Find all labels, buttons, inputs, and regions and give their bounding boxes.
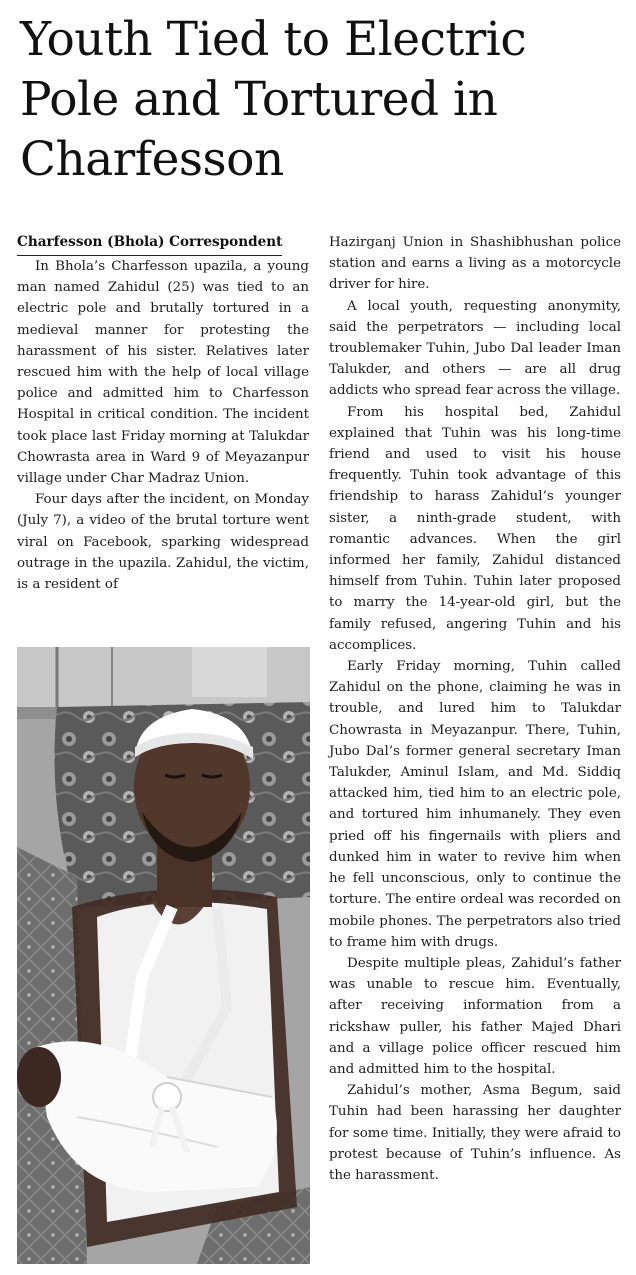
headline: Youth Tied to Electric Pole and Tortured in Charfesson xyxy=(20,12,527,187)
paragraph-5: Early Friday morning, Tuhin called Zahidul on the phone, claiming he was in trouble, and lured him to Talukdar Chowrasta in Meyazanpur. There, Tuhin, Jubo Dal’s former general secretary Iman Talukder, Aminul Islam, and Md. Siddiq attacked him, tied him to an electric pole, and tortured him inhumanely. They even pried off his fingernails with pliers and dunked him in water to revive him when he fell unconscious, only to continue the torture. The entire ordeal was recorded on mobile phones. The perpetrators also tried to frame him with drugs. xyxy=(329,659,621,950)
victim-photo xyxy=(17,647,310,1264)
right-column xyxy=(329,232,621,1186)
paragraph-2: Four days after the incident, on Monday (July 7), a video of the brutal torture went viral on Facebook, sparking widespread outrage in the upazila. Zahidul, the victim, is a resident of xyxy=(17,492,309,593)
paragraph-1: In Bhola’s Charfesson upazila, a young man named Zahidul (25) was tied to an electric pole and brutally tortured in a medieval manner for protesting the harassment of his sister. Relatives later rescued him with the help of local village police and admitted him to Charfesson Hospital in critical condition. The incident took place last Friday morning at Talukdar Chowrasta area in Ward 9 of Meyazanpur village under Char Madraz Union. xyxy=(17,259,309,487)
paragraph-continuation: Hazirganj Union in Shashibhushan police station and earns a living as a motorcycle driver for hire. xyxy=(329,235,621,293)
byline: Charfesson (Bhola) Correspondent xyxy=(17,232,282,256)
left-column xyxy=(17,232,309,595)
paragraph-4: From his hospital bed, Zahidul explained that Tuhin was his long-time friend and used to visit his house frequently. Tuhin took advantage of this friendship to harass Zahidul’s younger sister, a ninth-grade student, with romantic advances. When the girl informed her family, Zahidul distanced himself from Tuhin. Tuhin later proposed to marry the 14-year-old girl, but the family refused, angering Tuhin and his accomplices. xyxy=(329,404,621,653)
paragraph-7: Zahidul’s mother, Asma Begum, said Tuhin had been harassing her daughter for some time. Initially, they were afraid to protest because of Tuhin’s influence. As the harassment. xyxy=(329,1083,621,1183)
paragraph-3: A local youth, requesting anonymity, said the perpetrators — including local troublemaker Tuhin, Jubo Dal leader Iman Talukder, and others — are all drug addicts who spread fear across the village. xyxy=(329,298,621,399)
paragraph-6: Despite multiple pleas, Zahidul’s father was unable to rescue him. Eventually, after receiving information from a rickshaw puller, his father Majed Dhari and a village police officer rescued him and admitted him to the hospital. xyxy=(329,955,621,1077)
